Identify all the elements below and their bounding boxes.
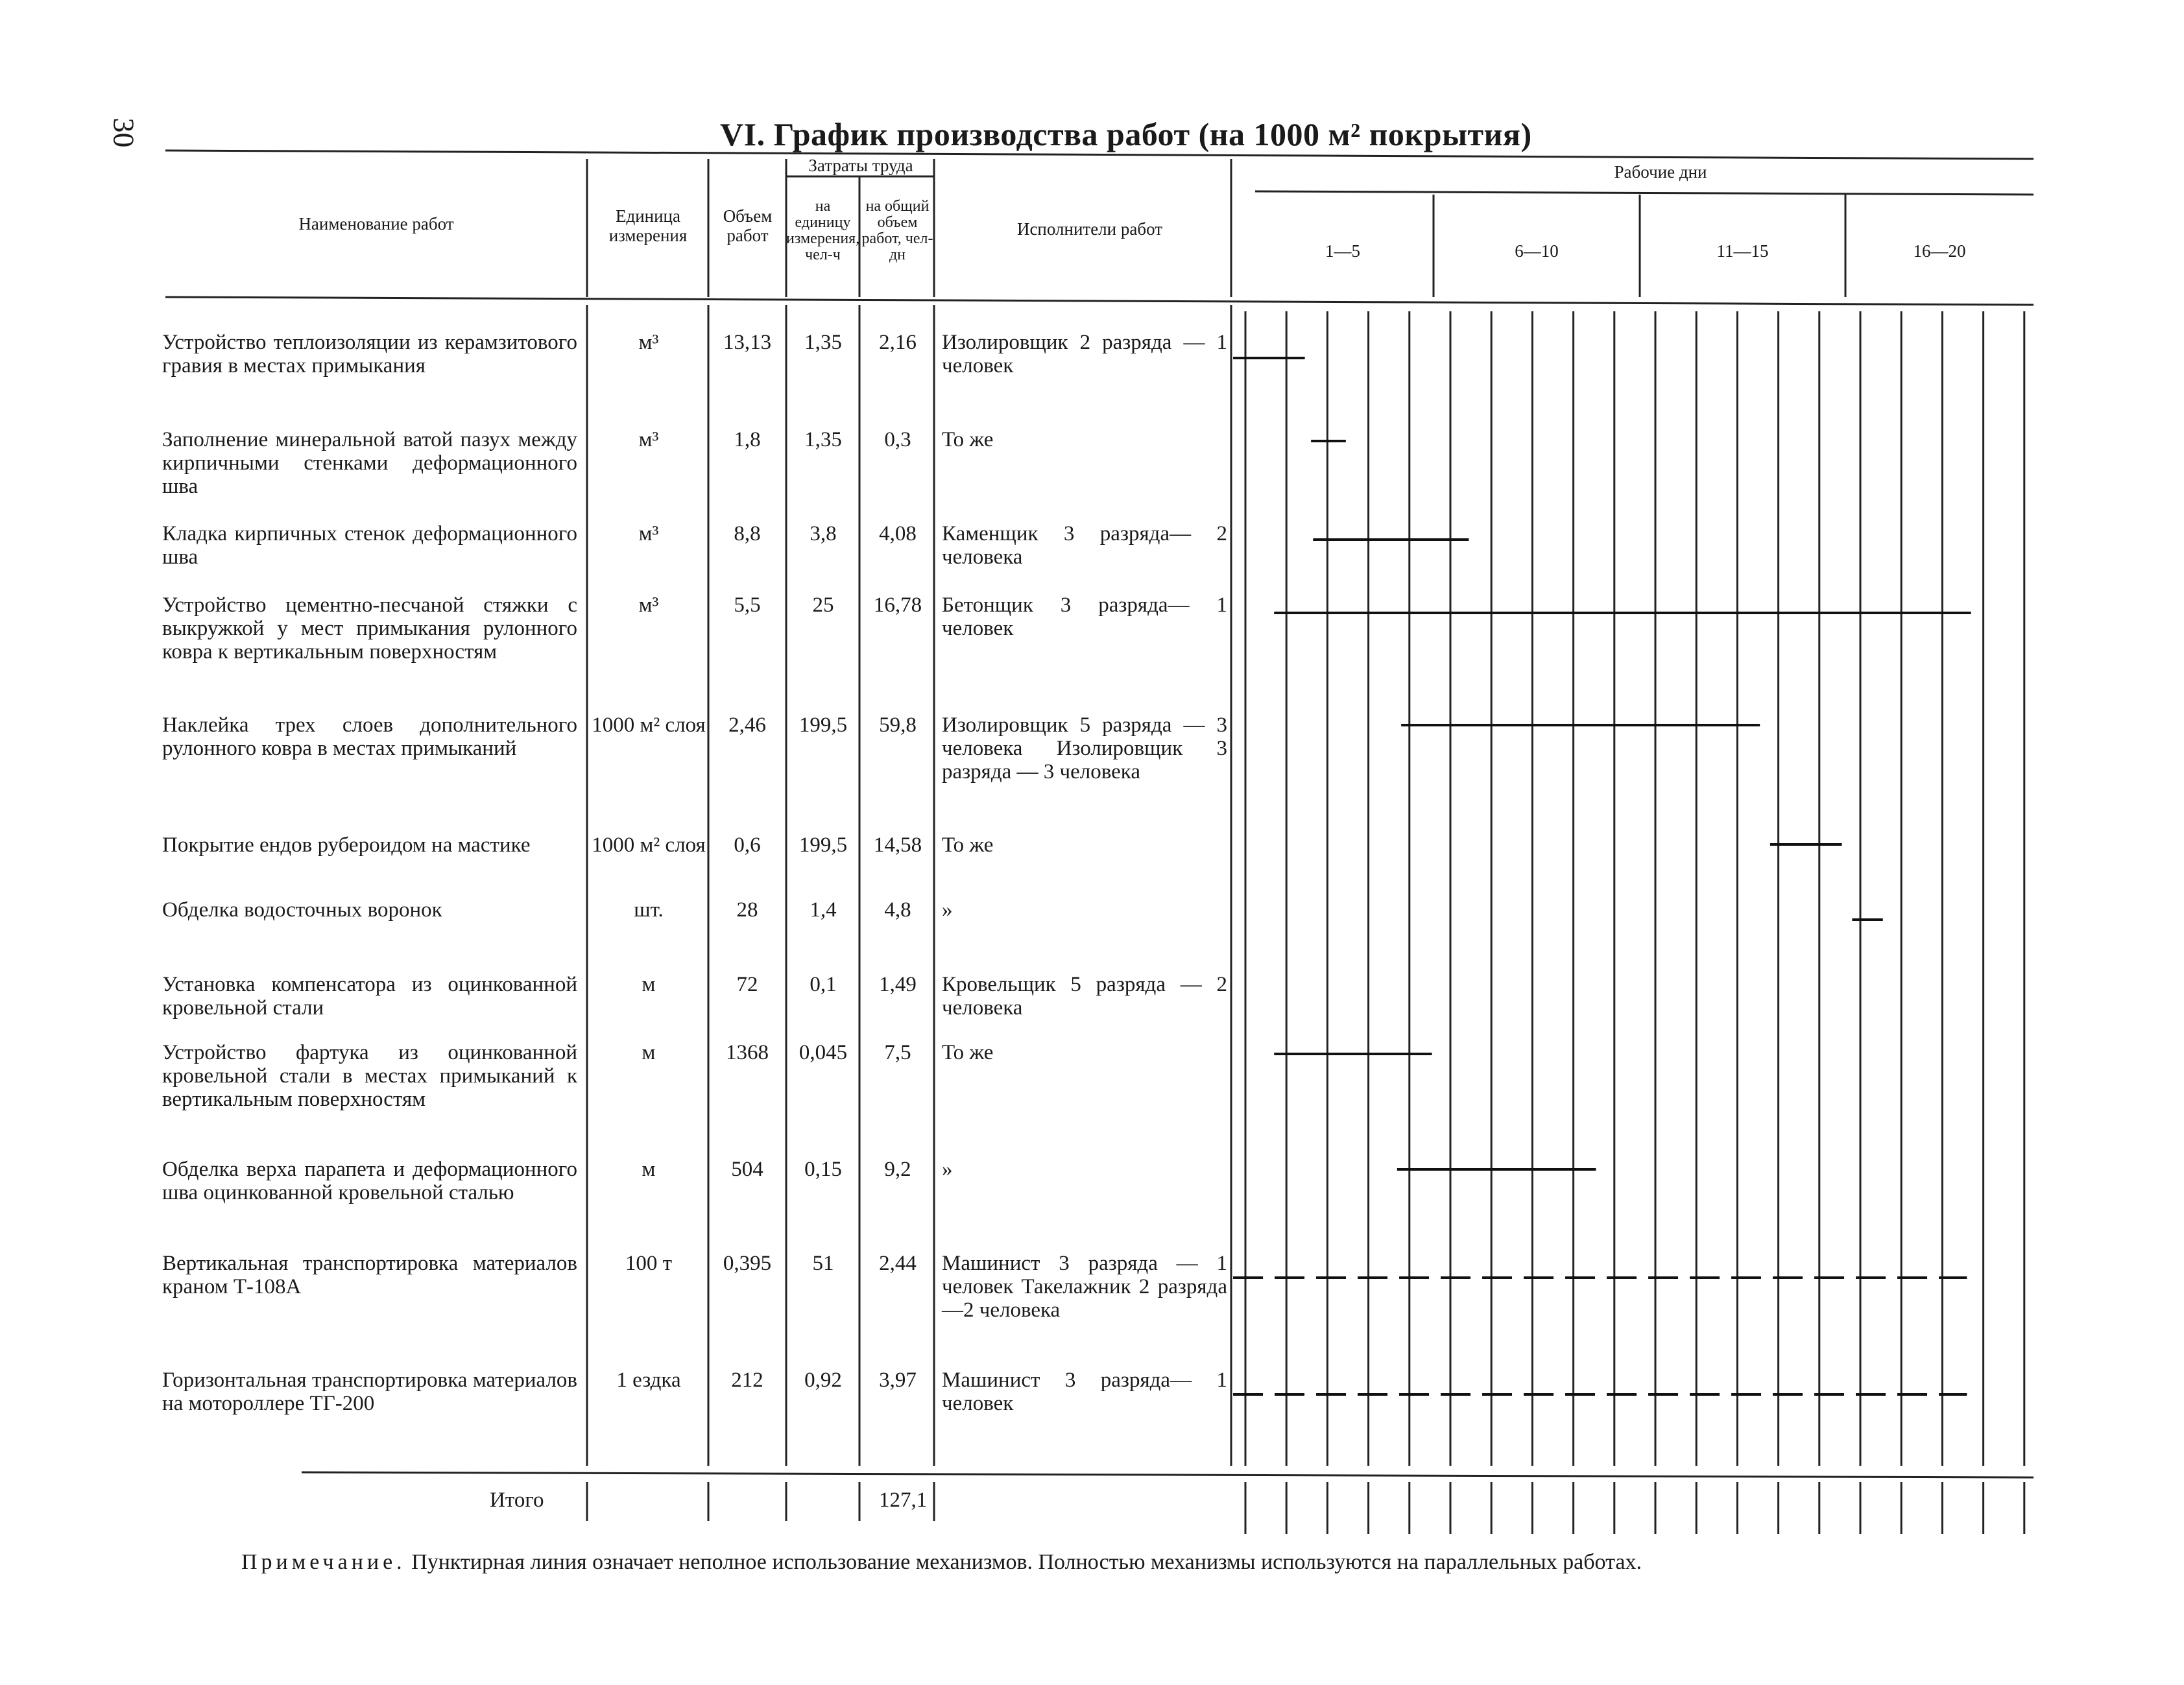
header-working-days: Рабочие дни: [1614, 162, 1707, 182]
footnote-lead: Примечание.: [241, 1550, 406, 1574]
volume: 28: [736, 898, 758, 922]
total-labor: 59,8: [879, 713, 917, 737]
performer: »: [942, 898, 953, 922]
header-days-4: 16—20: [1913, 241, 1966, 261]
performer: Изолировщик 2 разряда — 1 человек: [942, 331, 1227, 377]
work-name: Горизонтальная транспортировка материалов на мотороллере ТГ-200: [162, 1368, 577, 1415]
performer: То же: [942, 833, 994, 857]
header-performers: Исполнители работ: [1016, 219, 1163, 239]
work-name: Обделка верха парапета и деформационного шва оцинкованной кровельной сталью: [162, 1158, 577, 1204]
work-name: Устройство цементно-песчаной стяжки с выкружкой у мест примыкания рулонного ковра к вертикальным поверхностям: [162, 593, 577, 663]
total-label: Итого: [490, 1488, 544, 1512]
work-name: Покрытие ендов рубероидом на мастике: [162, 833, 531, 857]
footnote-text: Пунктирная линия означает неполное использование механизмов. Полностью механизмы используются на параллельных работах.: [411, 1550, 1642, 1574]
header-days-2: 6—10: [1515, 241, 1559, 261]
total-labor: 9,2: [884, 1158, 911, 1181]
work-name: Установка компенсатора из оцинкованной кровельной стали: [162, 973, 577, 1020]
per-unit: 0,92: [804, 1368, 842, 1392]
unit: м: [642, 1041, 656, 1064]
volume: 212: [731, 1368, 763, 1392]
total-labor: 2,44: [879, 1252, 917, 1275]
header-days-1: 1—5: [1325, 241, 1360, 261]
total-labor: 4,8: [884, 898, 911, 922]
work-name: Заполнение минеральной ватой пазух между кирпичными стенками деформационного шва: [162, 428, 577, 498]
work-name: Обделка водосточных воронок: [162, 898, 442, 922]
page-number: 30: [107, 117, 141, 148]
footnote: [241, 1550, 1642, 1575]
unit: м³: [638, 428, 659, 451]
unit: 1000 м² слоя: [592, 713, 706, 737]
per-unit: 3,8: [810, 522, 837, 545]
performer: Машинист 3 разряда— 1 человек: [942, 1368, 1227, 1415]
unit: м³: [638, 331, 659, 354]
volume: 5,5: [734, 593, 761, 617]
total-labor: 14,58: [873, 833, 922, 857]
per-unit: 0,15: [804, 1158, 842, 1181]
day-lines: [1245, 311, 2024, 1534]
per-unit: 51: [812, 1252, 834, 1275]
unit: шт.: [634, 898, 664, 922]
performer: Бетонщик 3 разряда— 1 человек: [942, 593, 1227, 640]
work-name: Вертикальная транспортировка материалов краном Т-108А: [162, 1252, 577, 1298]
performer: Кровельщик 5 разряда — 2 человека: [942, 973, 1227, 1020]
volume: 2,46: [728, 713, 766, 737]
total-labor: 4,08: [879, 522, 917, 545]
volume: 0,6: [734, 833, 761, 857]
performer: То же: [942, 428, 994, 451]
unit: м³: [638, 522, 659, 545]
header-volume: Объем работ: [723, 206, 773, 245]
per-unit: 199,5: [798, 713, 848, 737]
per-unit: 25: [812, 593, 834, 617]
volume: 504: [731, 1158, 763, 1181]
volume: 8,8: [734, 522, 761, 545]
per-unit: 1,35: [804, 331, 842, 354]
header-labor-costs: Затраты труда: [808, 156, 913, 175]
performer: Машинист 3 разряда — 1 человек Такелажник 2 разряда—2 человека: [942, 1252, 1227, 1322]
total-labor: 16,78: [873, 593, 922, 617]
total-labor: 0,3: [884, 428, 911, 451]
header-per-unit: на единицу измерения, чел-ч: [786, 198, 860, 263]
per-unit: 199,5: [798, 833, 848, 857]
performer: Изолировщик 5 разряда — 3 человека Изолировщик 3 разряда — 3 человека: [942, 713, 1227, 783]
performer: »: [942, 1158, 953, 1181]
header-unit: Единица измерения: [608, 206, 688, 245]
unit: м: [642, 1158, 656, 1181]
volume: 1,8: [734, 428, 761, 451]
total-labor: 1,49: [879, 973, 917, 996]
volume: 72: [736, 973, 758, 996]
work-name: Наклейка трех слоев дополнительного рулонного ковра в местах примыканий: [162, 713, 577, 760]
performer: Каменщик 3 разряда— 2 человека: [942, 522, 1227, 569]
volume: 13,13: [723, 331, 772, 354]
total-value: 127,1: [879, 1488, 928, 1512]
total-labor: 3,97: [879, 1368, 917, 1392]
header-total: на общий объем работ, чел-дн: [861, 198, 933, 263]
total-top-rule: [302, 1472, 2034, 1477]
per-unit: 1,35: [804, 428, 842, 451]
per-unit: 0,045: [798, 1041, 848, 1064]
work-name: Устройство теплоизоляции из керамзитового гравия в местах примыкания: [162, 331, 577, 377]
header-bottom-rule: [165, 297, 2034, 305]
days-subheader-rule: [1255, 191, 2034, 195]
work-name: Кладка кирпичных стенок деформационного шва: [162, 522, 577, 569]
volume: 0,395: [723, 1252, 772, 1275]
page-title: [720, 115, 1532, 153]
total-labor: 7,5: [884, 1041, 911, 1064]
work-name: Устройство фартука из оцинкованной кровельной стали в местах примыканий к вертикальным поверхностям: [162, 1041, 577, 1111]
per-unit: 1,4: [810, 898, 837, 922]
total-labor: 2,16: [879, 331, 917, 354]
header-days-3: 11—15: [1716, 241, 1769, 261]
per-unit: 0,1: [810, 973, 837, 996]
volume: 1368: [726, 1041, 769, 1064]
title-text: VI. График производства работ (на 1000 м² покрытия): [720, 116, 1532, 152]
unit: м: [642, 973, 656, 996]
performer: То же: [942, 1041, 994, 1064]
unit: 1 ездка: [616, 1368, 681, 1392]
unit: м³: [638, 593, 659, 617]
header-work-name: Наименование работ: [298, 214, 454, 233]
unit: 1000 м² слоя: [592, 833, 706, 857]
unit: 100 т: [625, 1252, 673, 1275]
